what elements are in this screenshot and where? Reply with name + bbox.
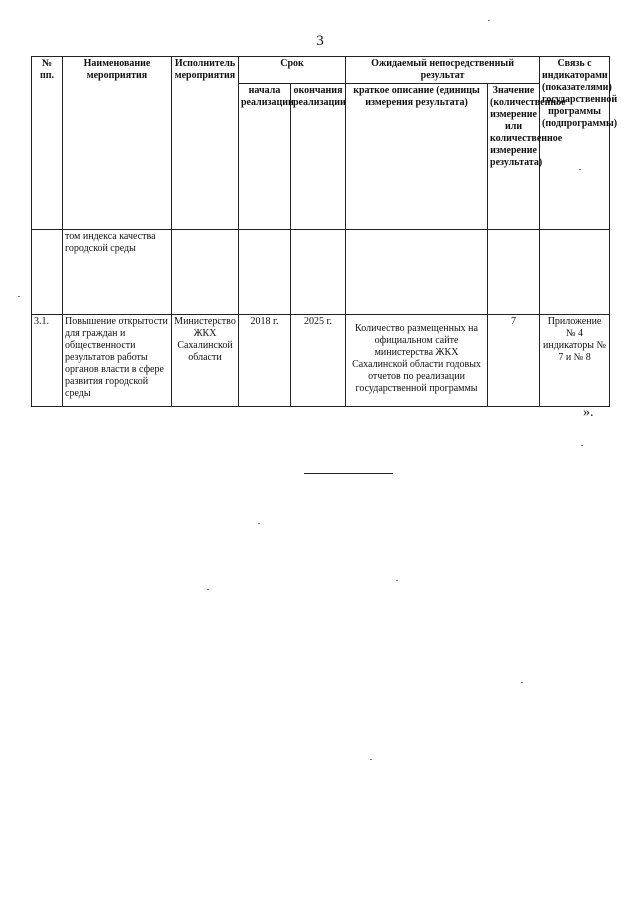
header-term-start: начала реализации [239,84,291,230]
scan-speck [581,445,583,446]
activities-table [31,56,618,407]
cont-desc [346,230,488,315]
cont-executor [172,230,239,315]
scan-speck [521,682,523,683]
row-start: 2018 г. [239,315,291,407]
header-no: № пп. [32,57,63,230]
scan-speck [370,759,372,760]
header-name: Наименование мероприятия [63,57,172,230]
row-executor: Министерство ЖКХ Сахалинской области [172,315,239,407]
scan-speck [579,169,581,170]
cont-no [32,230,63,315]
cont-link [540,230,610,315]
continuation-row [32,230,610,315]
scan-speck [18,296,20,297]
header-result-value: Значение (количественное измерение или количественное измерение результата) [488,84,540,230]
row-desc: Количество размещенных на официальном сайте министерства ЖКХ Сахалинской области годовых отчетов по реализации государственной программы [346,315,488,407]
row-value: 7 [488,315,540,407]
page-number: 3 [316,33,324,49]
row-no: 3.1. [32,315,63,407]
cont-value [488,230,540,315]
header-executor: Исполнитель мероприятия [172,57,239,230]
header-row-1 [32,57,610,84]
scan-speck [396,580,398,581]
cont-start [239,230,291,315]
header-result: Ожидаемый непосредственный результат [346,57,540,84]
separator-line [304,473,393,474]
header-result-desc: краткое описание (единицы измерения результата) [346,84,488,230]
scan-speck [488,20,490,21]
row-link: Приложение № 4 индикаторы № 7 и № 8 [540,315,610,407]
table-row [32,315,610,407]
row-name: Повышение открытости для граждан и общественности результатов работы органов власти в сфере развития городской среды [63,315,172,407]
closing-quote: ». [583,405,594,420]
header-term: Срок [239,57,346,84]
header-link: Связь с индикаторами (показателями) государственной программы (подпрограммы) [540,57,610,230]
scan-speck [207,589,209,590]
cont-end [291,230,346,315]
scan-speck [258,523,260,524]
cont-name: том индекса качества городской среды [63,230,172,315]
header-term-end: окончания реализации [291,84,346,230]
row-end: 2025 г. [291,315,346,407]
